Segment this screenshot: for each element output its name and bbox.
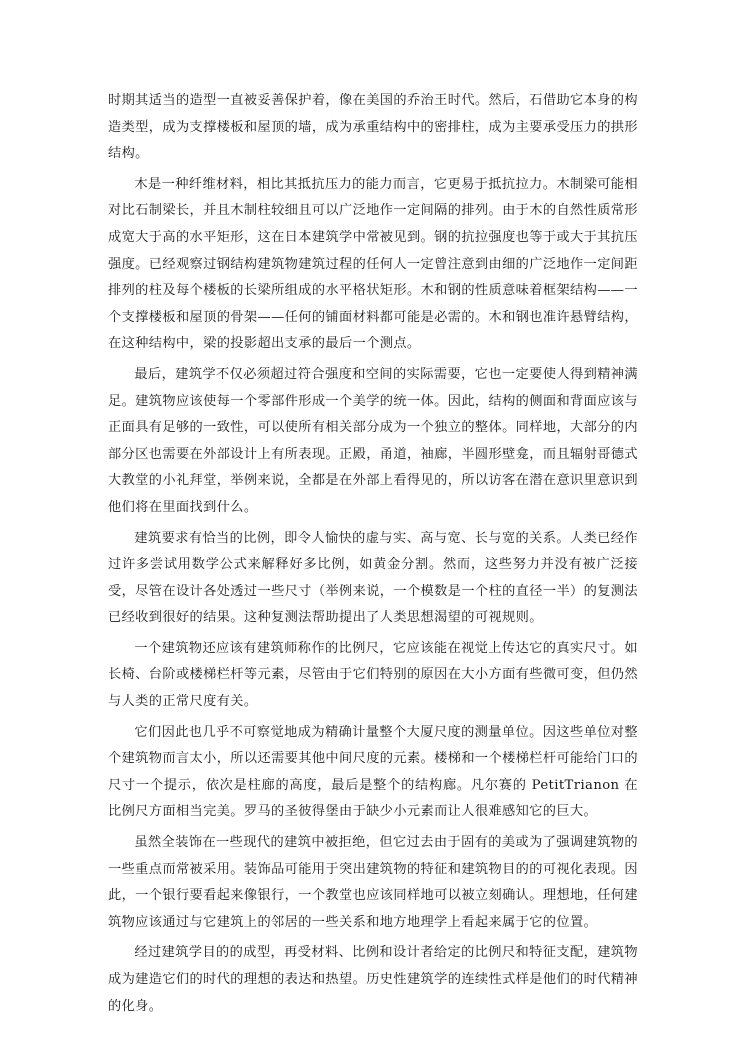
paragraph-2: 木是一种纤维材料，相比其抵抗压力的能力而言，它更易于抵抗拉力。木制梁可能相对比石制梁长，并且木制柱较细且可以广泛地作一定间隔的排列。由于木的自然性质常形成宽大于高的水平矩形，这在日本建筑学中常被见到。钢的抗拉强度也等于或大于其抗压强度。已经观察过钢结构建筑物建筑过程的任何人一定曾注意到由细的广泛地作一定间距排列的柱及每个楼板的长梁所组成的水平格状矩形。木和钢的性质意味着框架结构——一个支撑楼板和屋顶的骨架——任何的铺面材料都可能是必需的。木和钢也准许悬臂结构，在这种结构中，梁的投影超出支承的最后一个测点。 [108, 176, 638, 352]
paragraph-7: 虽然全装饰在一些现代的建筑中被拒绝，但它过去由于固有的美或为了强调建筑物的一些重点而常被采用。装饰品可能用于突出建筑物的特征和建筑物目的的可视化表现。因此，一个银行要看起来像银行，一个教堂也应该同样地可以被立刻确认。理想地，任何建筑物应该通过与它建筑上的邻居的一些关系和地方地理学上看起来属于它的位置。 [108, 835, 638, 930]
paragraph-4: 建筑要求有恰当的比例，即令人愉快的虚与实、高与宽、长与宽的关系。人类已经作过许多尝试用数学公式来解释好多比例，如黄金分割。然而，这些努力并没有被广泛接受，尽管在设计各处透过一些尺寸（举例来说，一个模数是一个柱的直径一半）的复测法已经收到很好的结果。这种复测法帮助提出了人类思想渴望的可视规则。 [108, 530, 638, 626]
document-body [108, 88, 638, 1020]
paragraph-1: 时期其适当的造型一直被妥善保护着，像在美国的乔治王时代。然后，石借助它本身的构造类型，成为支撑楼板和屋顶的墙，成为承重结构中的密排柱，成为主要承受压力的拱形结构。 [108, 93, 638, 162]
paragraph-5: 一个建筑物还应该有建筑师称作的比例尺，它应该能在视觉上传达它的真实尺寸。如长椅、台阶或楼梯栏杆等元素，尽管由于它们特别的原因在大小方面有些微可变，但仍然与人类的正常尺度有关。 [108, 640, 638, 710]
paragraph-8: 经过建筑学目的的成型，再受材料、比例和设计者给定的比例尺和特征支配，建筑物成为建造它们的时代的理想的表达和热望。历史性建筑学的连续性式样是他们的时代精神的化身。 [108, 945, 638, 1014]
paragraph-3: 最后，建筑学不仅必须超过符合强度和空间的实际需要，它也一定要使人得到精神满足。建筑物应该使每一个零部件形成一个美学的统一体。因此，结构的侧面和背面应该与正面具有足够的一致性，可以使所有相关部分成为一个独立的整体。同样地，大部分的内部分区也需要在外部设计上有所表现。正殿，甬道，袖廊，半圆形壁龛，而且辐射哥德式大教堂的小礼拜堂，举例来说，全都是在外部上看得见的，所以访客在潜在意识里意识到他们将在里面找到什么。 [108, 366, 638, 515]
paragraph-6: 它们因此也几乎不可察觉地成为精确计量整个大厦尺度的测量单位。因这些单位对整个建筑物而言太小，所以还需要其他中间尺度的元素。楼梯和一个楼梯栏杆可能给门口的尺寸一个提示，依次是柱廊的高度，最后是整个的结构廊。凡尔赛的 PetitTrianon 在比例尺方面相当完美。罗马的圣彼得堡由于缺少小元素而让人很难感知它的巨大。 [108, 724, 638, 820]
